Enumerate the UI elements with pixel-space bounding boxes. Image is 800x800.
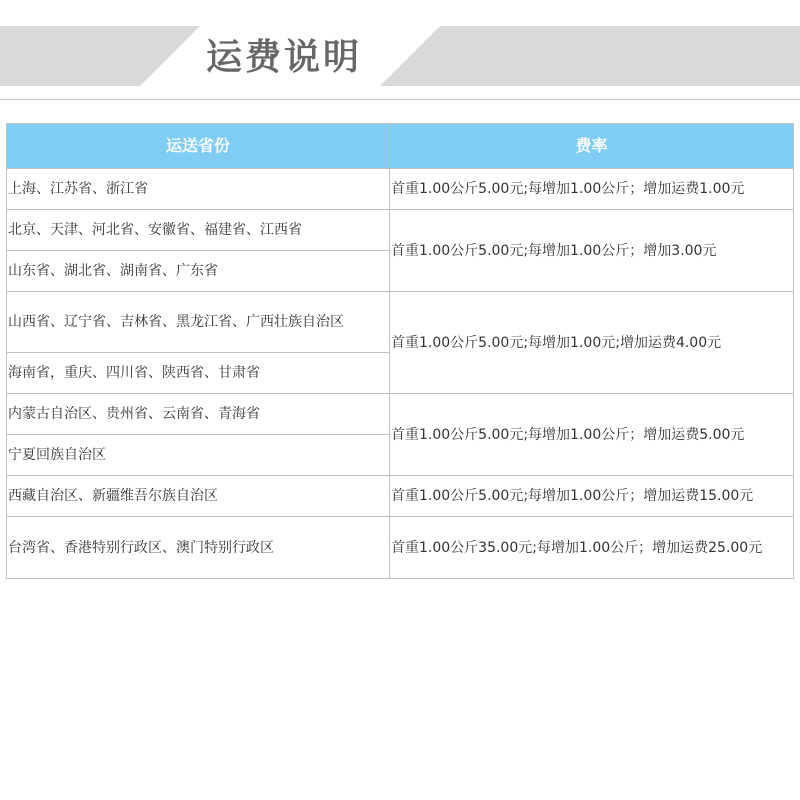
rate-cell: 首重1.00公斤5.00元;每增加1.00公斤；增加3.00元 [390, 210, 794, 292]
rate-cell: 首重1.00公斤5.00元;每增加1.00元;增加运费4.00元 [390, 292, 794, 394]
rate-cell: 首重1.00公斤5.00元;每增加1.00公斤；增加运费1.00元 [390, 169, 794, 210]
table-row [7, 169, 794, 210]
title-banner [0, 26, 800, 86]
rate-cell: 首重1.00公斤5.00元;每增加1.00公斤；增加运费15.00元 [390, 476, 794, 517]
province-cell: 内蒙古自治区、贵州省、云南省、青海省 [7, 394, 390, 435]
table-row [7, 476, 794, 517]
banner-right-band [380, 26, 800, 86]
table-header-row [7, 124, 794, 169]
rate-column-header: 费率 [390, 124, 794, 169]
province-cell: 山东省、湖北省、湖南省、广东省 [7, 251, 390, 292]
table-row [7, 517, 794, 579]
divider [0, 99, 800, 100]
table-row [7, 292, 794, 353]
rate-cell: 首重1.00公斤5.00元;每增加1.00公斤；增加运费5.00元 [390, 394, 794, 476]
province-cell: 西藏自治区、新疆维吾尔族自治区 [7, 476, 390, 517]
banner-background [0, 26, 800, 86]
province-column-header: 运送省份 [7, 124, 390, 169]
province-cell: 台湾省、香港特别行政区、澳门特别行政区 [7, 517, 390, 579]
province-cell: 山西省、辽宁省、吉林省、黑龙江省、广西壮族自治区 [7, 292, 390, 353]
province-cell: 宁夏回族自治区 [7, 435, 390, 476]
table-row [7, 394, 794, 435]
province-cell: 北京、天津、河北省、安徽省、福建省、江西省 [7, 210, 390, 251]
page-title: 运费说明 [206, 36, 363, 78]
shipping-rate-table [6, 123, 794, 579]
banner-left-band [0, 26, 200, 86]
table-row [7, 210, 794, 251]
rate-cell: 首重1.00公斤35.00元;每增加1.00公斤；增加运费25.00元 [390, 517, 794, 579]
province-cell: 海南省，重庆、四川省、陕西省、甘肃省 [7, 353, 390, 394]
province-cell: 上海、江苏省、浙江省 [7, 169, 390, 210]
